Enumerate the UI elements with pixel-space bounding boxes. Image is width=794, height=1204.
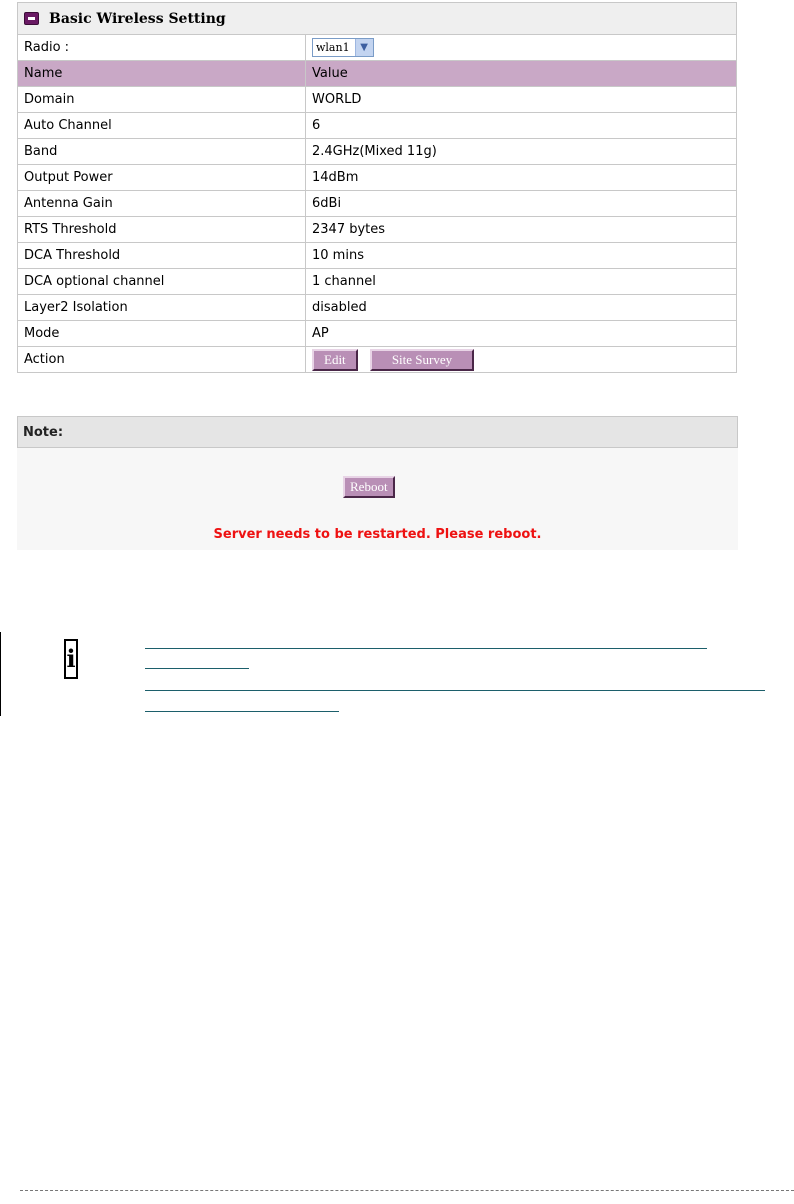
row-value: WORLD xyxy=(306,87,737,113)
table-row xyxy=(18,269,737,295)
radio-select[interactable] xyxy=(312,38,374,57)
row-name: DCA optional channel xyxy=(18,269,306,295)
info-icon: i xyxy=(64,639,78,679)
row-name: DCA Threshold xyxy=(18,243,306,269)
link-underline xyxy=(145,668,249,669)
row-value: 10 mins xyxy=(306,243,737,269)
row-name: Band xyxy=(18,139,306,165)
row-value: 14dBm xyxy=(306,165,737,191)
row-name: Domain xyxy=(18,87,306,113)
reboot-message: Server needs to be restarted. Please reboot. xyxy=(213,527,542,542)
radio-cell xyxy=(306,35,737,61)
basic-wireless-panel xyxy=(17,2,737,373)
row-name: Output Power xyxy=(18,165,306,191)
table-row xyxy=(18,217,737,243)
table-row xyxy=(18,191,737,217)
page-footer-rule xyxy=(20,1190,794,1191)
table-row xyxy=(18,243,737,269)
action-cell xyxy=(306,347,737,373)
row-name: Layer2 Isolation xyxy=(18,295,306,321)
chevron-down-icon[interactable]: ▼ xyxy=(355,39,373,56)
table-row xyxy=(18,139,737,165)
row-value: 6 xyxy=(306,113,737,139)
note-body xyxy=(17,448,738,550)
table-row xyxy=(18,165,737,191)
table-row xyxy=(18,113,737,139)
settings-table xyxy=(17,34,737,373)
row-name: Antenna Gain xyxy=(18,191,306,217)
column-header-value: Value xyxy=(306,61,737,87)
radio-select-value: wlan1 xyxy=(316,41,350,54)
row-value: AP xyxy=(306,321,737,347)
link-underline xyxy=(145,711,339,712)
radio-row xyxy=(18,35,737,61)
table-row xyxy=(18,295,737,321)
table-header xyxy=(18,61,737,87)
row-name: Auto Channel xyxy=(18,113,306,139)
table-row xyxy=(18,321,737,347)
link-underline xyxy=(145,648,707,649)
action-row xyxy=(18,347,737,373)
column-header-name: Name xyxy=(18,61,306,87)
row-value: 2347 bytes xyxy=(306,217,737,243)
panel-title-bar xyxy=(17,2,737,34)
panel-title: Basic Wireless Setting xyxy=(49,10,226,27)
margin-rule xyxy=(0,632,1,716)
link-underline xyxy=(145,690,765,691)
site-survey-button[interactable]: Site Survey xyxy=(370,349,474,371)
row-value: 2.4GHz(Mixed 11g) xyxy=(306,139,737,165)
table-row xyxy=(18,87,737,113)
row-name: Mode xyxy=(18,321,306,347)
row-value: 6dBi xyxy=(306,191,737,217)
edit-button[interactable]: Edit xyxy=(312,349,358,371)
radio-label: Radio : xyxy=(18,35,306,61)
row-name: RTS Threshold xyxy=(18,217,306,243)
row-value: disabled xyxy=(306,295,737,321)
minimize-icon[interactable] xyxy=(24,12,39,25)
note-title: Note: xyxy=(17,416,738,448)
row-value: 1 channel xyxy=(306,269,737,295)
reboot-button[interactable]: Reboot xyxy=(343,476,395,498)
action-label: Action xyxy=(18,347,306,373)
